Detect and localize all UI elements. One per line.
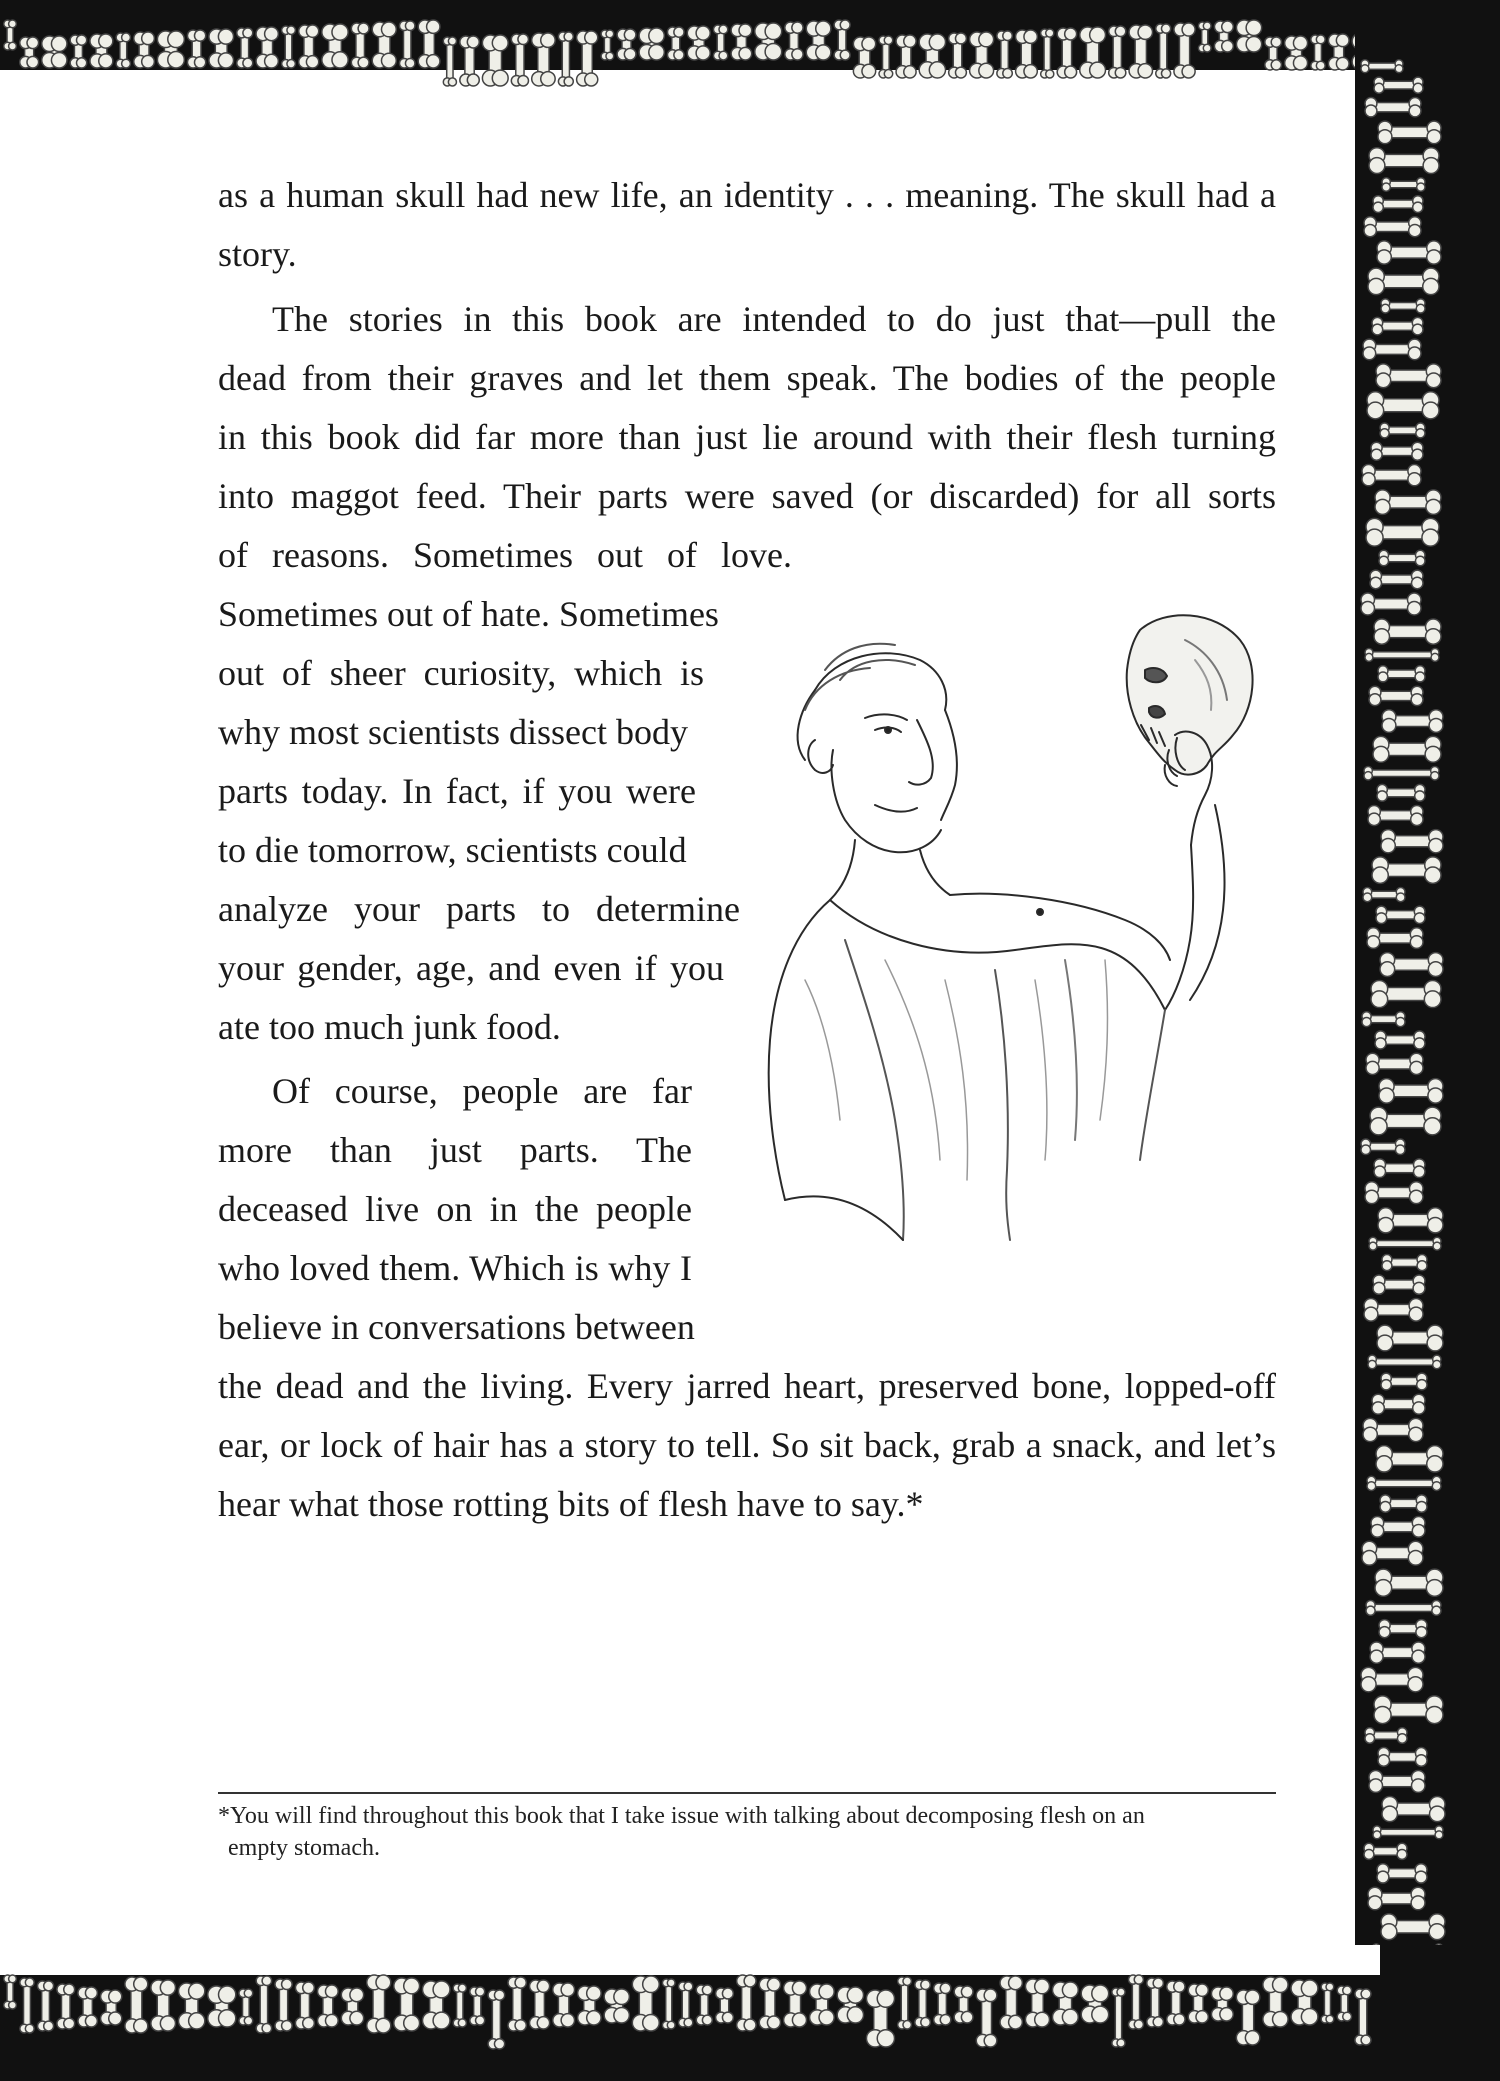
text-line: Of course, people are far (272, 1071, 692, 1111)
text-line: as a human skull had new life, an identity . . . meaning. The skull had a (218, 175, 1276, 215)
text-line: your gender, age, and even if you (218, 948, 724, 988)
footnote-rule (218, 1792, 1276, 1794)
text-line: Sometimes out of hate. Sometimes (218, 594, 719, 634)
text-line: story. (218, 234, 297, 274)
bone-border-top-icon (0, 0, 1500, 120)
text-line: into maggot feed. Their parts were saved (or discarded) for all sorts (218, 476, 1276, 516)
text-line: ear, or lock of hair has a story to tell. So sit back, grab a snack, and let’s (218, 1425, 1276, 1465)
text-line: deceased live on in the people (218, 1189, 692, 1229)
text-line: the dead and the living. Every jarred heart, preserved bone, lopped-off (218, 1366, 1276, 1406)
text-line: why most scientists dissect body (218, 712, 688, 752)
text-line: analyze your parts to determine (218, 889, 740, 929)
footnote-line: *You will find throughout this book that I take issue with talking about decomposing flesh on an (218, 1803, 1145, 1829)
man-holding-skull-drawing-icon (745, 600, 1285, 1250)
bone-border-bottom-icon (0, 1945, 1500, 2081)
text-line: to die tomorrow, scientists could (218, 830, 687, 870)
text-line: in this book did far more than just lie around with their flesh turning (218, 417, 1276, 457)
text-line: hear what those rotting bits of flesh have to say.* (218, 1484, 924, 1524)
footnote-line: empty stomach. (228, 1835, 380, 1861)
text-line: The stories in this book are intended to do just that—pull the (272, 299, 1276, 339)
text-line: who loved them. Which is why I (218, 1248, 692, 1288)
text-line: ate too much junk food. (218, 1007, 561, 1047)
text-line: dead from their graves and let them speak. The bodies of the people (218, 358, 1276, 398)
text-line: believe in conversations between (218, 1307, 695, 1347)
text-line: out of sheer curiosity, which is (218, 653, 704, 693)
text-line: parts today. In fact, if you were (218, 771, 696, 811)
text-line: of reasons. Sometimes out of love. (218, 535, 792, 575)
bone-border-right-icon (1355, 0, 1500, 2081)
footnote (218, 1800, 1276, 1864)
text-line: more than just parts. The (218, 1130, 692, 1170)
paragraph-1 (218, 166, 1276, 284)
